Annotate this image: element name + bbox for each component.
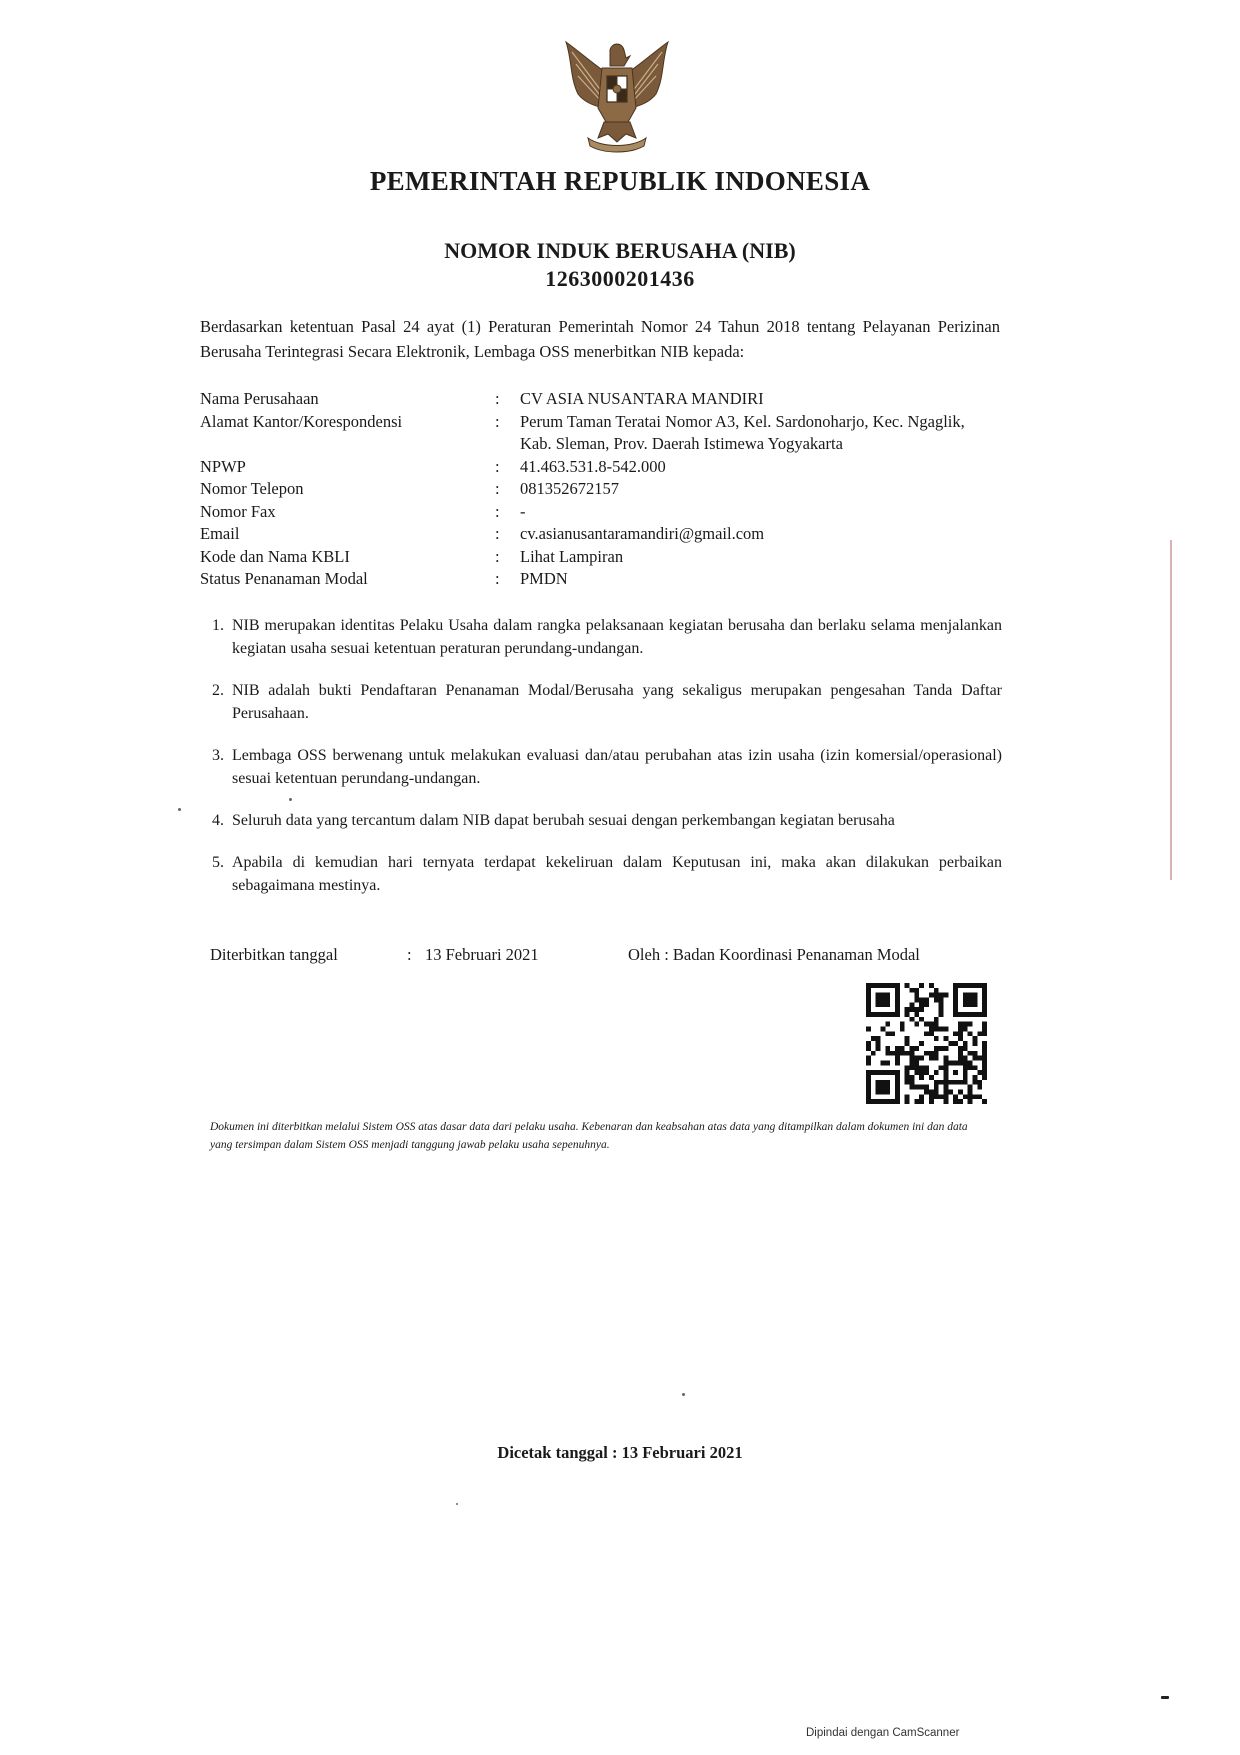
garuda-emblem-icon [558, 38, 676, 154]
scan-speck [178, 808, 181, 811]
field-investment-status [200, 568, 1020, 591]
field-label: Alamat Kantor/Korespondensi [200, 411, 403, 431]
field-label: Nomor Telepon [200, 479, 304, 498]
field-address [200, 411, 1020, 456]
note-text: Seluruh data yang tercantum dalam NIB dapat berubah sesuai dengan perkembangan kegiatan berusaha [232, 812, 895, 829]
field-value: - [520, 501, 526, 521]
note-number: 5. [212, 854, 224, 871]
field-colon: : [495, 569, 500, 588]
note-number: 3. [212, 747, 224, 764]
field-label: Nomor Fax [200, 501, 276, 521]
disclaimer: Dokumen ini diterbitkan melalui Sistem OSS atas dasar data dari pelaku usaha. Kebenaran dan keabsahan atas data yang ditampilkan dalam dokumen ini dan data yang tersimpan dalam Sistem OSS menjadi tanggung jawab pelaku usaha sepenuhnya. [210, 1121, 968, 1151]
field-kbli [200, 546, 1020, 569]
field-value: Lihat Lampiran [520, 546, 624, 566]
field-value: 41.463.531.8-542.000 [520, 456, 666, 476]
note-text: Lembaga OSS berwenang untuk melakukan evaluasi dan/atau perubahan atas izin usaha (izin komersial/operasional) sesuai ketentuan perundang-undangan. [232, 747, 1002, 787]
scan-speck [456, 1503, 458, 1505]
field-colon: : [495, 479, 500, 498]
field-label: NPWP [200, 456, 246, 476]
field-phone [200, 478, 1020, 501]
note-text: NIB merupakan identitas Pelaku Usaha dalam rangka pelaksanaan kegiatan berusaha dan berlaku selama menjalankan kegiatan usaha sesuai ketentuan peraturan perundang-undangan. [232, 617, 1002, 657]
note-item [212, 744, 1002, 790]
scanner-watermark: Dipindai dengan CamScanner [806, 1727, 960, 1739]
field-email [200, 523, 1020, 546]
company-details [200, 388, 1020, 591]
field-value: 081352672157 [520, 479, 619, 498]
note-item [212, 679, 1002, 725]
field-colon: : [495, 411, 500, 431]
intro-paragraph: Berdasarkan ketentuan Pasal 24 ayat (1) Peraturan Pemerintah Nomor 24 Tahun 2018 tentang Pelayanan Perizinan Berusaha Terintegrasi Secara Elektronik, Lembaga OSS menerbitkan NIB kepada: [200, 317, 1000, 361]
field-value: CV ASIA NUSANTARA MANDIRI [520, 389, 764, 408]
note-text: NIB adalah bukti Pendaftaran Penanaman Modal/Berusaha yang sekaligus merupakan pengesahan Tanda Daftar Perusahaan. [232, 682, 1002, 722]
scan-speck [1161, 1696, 1169, 1699]
field-fax [200, 501, 1020, 524]
field-value: cv.asianusantaramandiri@gmail.com [520, 524, 765, 543]
field-label: Status Penanaman Modal [200, 569, 368, 588]
issued-colon: : [407, 945, 412, 964]
document-title: NOMOR INDUK BERUSAHA (NIB) [444, 238, 796, 263]
government-title: PEMERINTAH REPUBLIK INDONESIA [369, 166, 871, 196]
field-colon: : [495, 389, 500, 408]
field-npwp [200, 456, 1020, 479]
note-text: Apabila di kemudian hari ternyata terdapat kekeliruan dalam Keputusan ini, maka akan dilakukan perbaikan sebagaimana mestinya. [232, 854, 1002, 894]
note-item [212, 614, 1002, 660]
field-label: Email [200, 524, 240, 543]
scan-speck [289, 798, 292, 801]
note-number: 4. [212, 812, 224, 829]
field-colon: : [495, 456, 500, 476]
field-value: PMDN [520, 569, 568, 588]
scan-edge [1170, 540, 1172, 880]
scan-speck [682, 1393, 685, 1396]
field-label: Kode dan Nama KBLI [200, 546, 350, 566]
issuer: Oleh : Badan Koordinasi Penanaman Modal [628, 945, 920, 964]
note-number: 2. [212, 682, 224, 699]
note-number: 1. [212, 617, 224, 634]
field-colon: : [495, 546, 500, 566]
printed-date: Dicetak tanggal : 13 Februari 2021 [497, 1443, 743, 1462]
note-item [212, 809, 1002, 832]
field-colon: : [495, 501, 500, 521]
notes-list [212, 614, 1002, 897]
note-item [212, 851, 1002, 897]
field-value: Perum Taman Teratai Nomor A3, Kel. Sardonoharjo, Kec. Ngaglik, Kab. Sleman, Prov. Daerah Istimewa Yogyakarta [520, 411, 965, 453]
issued-label: Diterbitkan tanggal [210, 945, 338, 964]
field-colon: : [495, 524, 500, 543]
field-label: Nama Perusahaan [200, 389, 319, 408]
field-company-name [200, 388, 1020, 411]
document-number: 1263000201436 [545, 266, 695, 291]
qr-code-icon [866, 983, 987, 1104]
issued-date: 13 Februari 2021 [425, 945, 539, 964]
